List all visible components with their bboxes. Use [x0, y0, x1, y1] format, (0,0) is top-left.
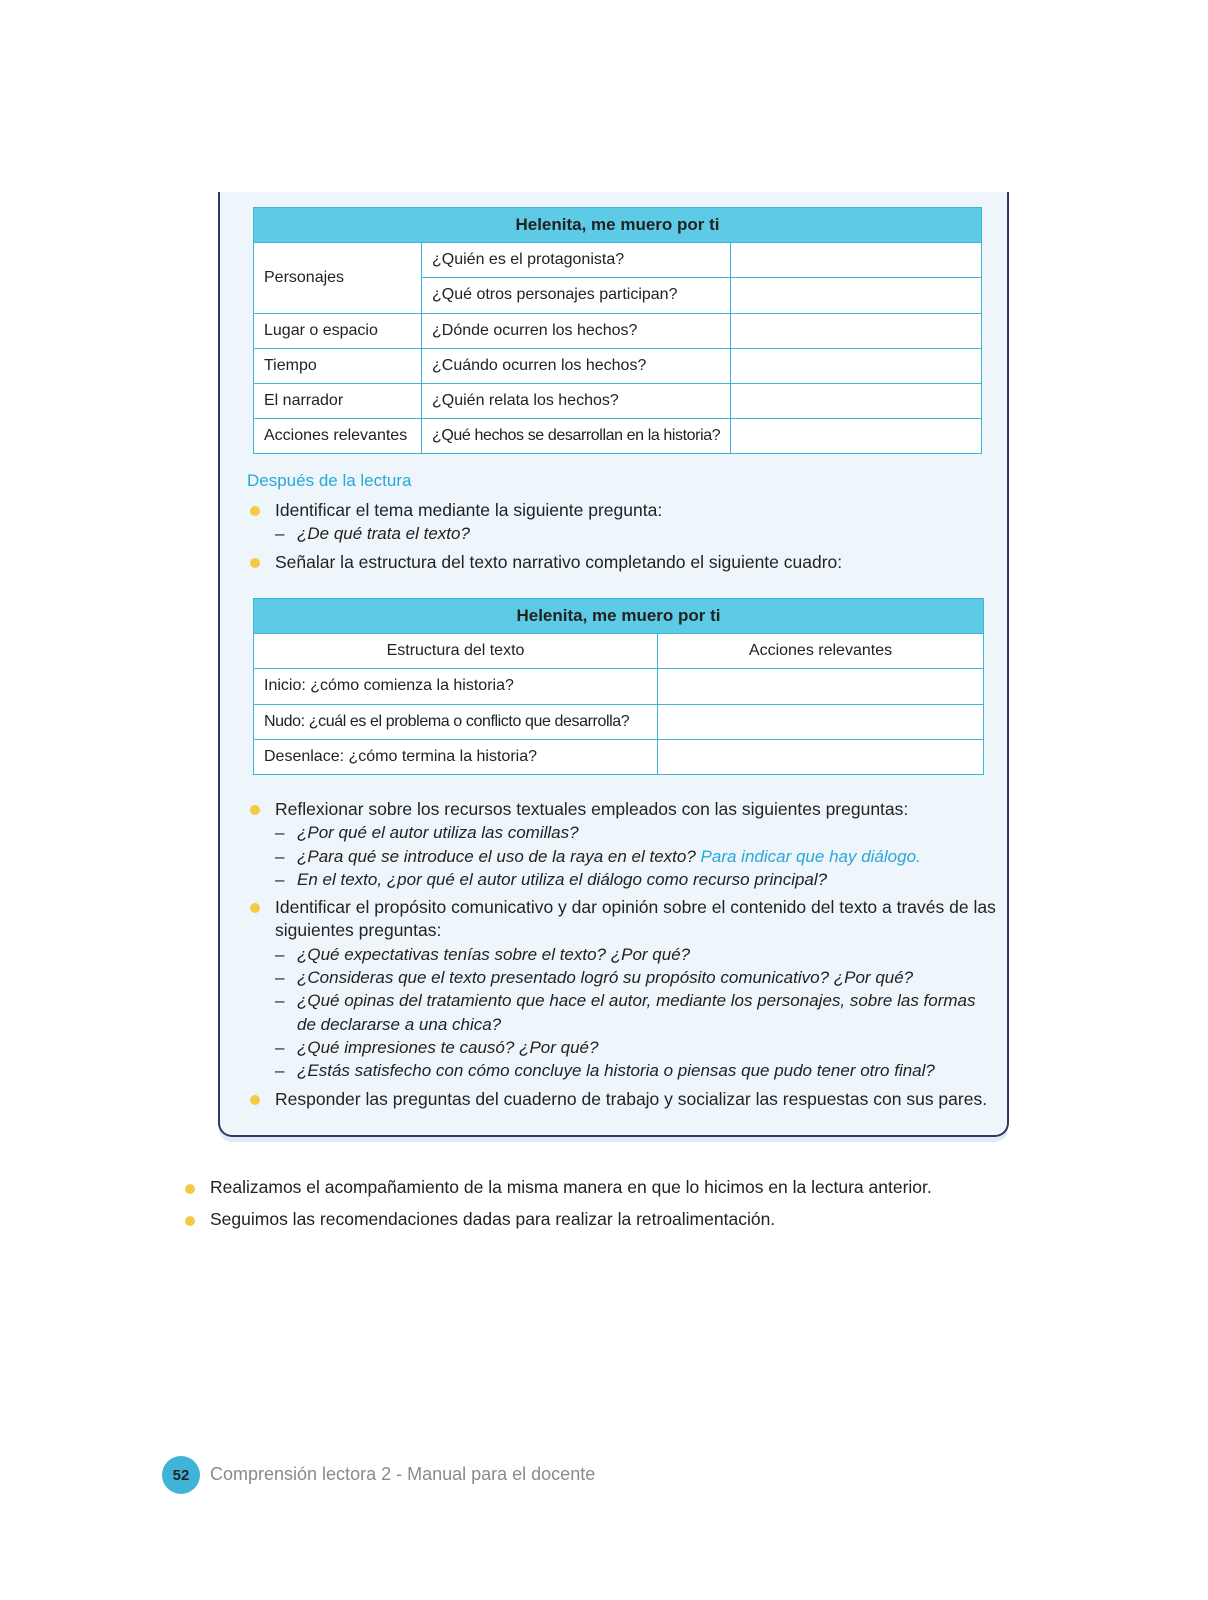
bullet-icon — [185, 1184, 195, 1194]
table-title: Helenita, me muero por ti — [254, 599, 984, 634]
sub-question: – ¿Qué impresiones te causó? ¿Por qué? — [275, 1037, 599, 1057]
answer-cell[interactable] — [731, 313, 982, 348]
sub-question-text: ¿Para qué se introduce el uso de la raya en el texto? — [297, 846, 696, 866]
bullet-icon — [250, 805, 260, 815]
sub-question: – ¿Qué opinas del tratamiento que hace el autor, mediante los personajes, sobre las formas de declararse a una chica? — [275, 991, 976, 1034]
bullet-icon — [250, 506, 260, 516]
sub-question-text: ¿Por qué el autor utiliza las comillas? — [297, 823, 579, 843]
answer-cell[interactable] — [731, 419, 982, 454]
list-item-text: Seguimos las recomendaciones dadas para realizar la retroalimentación. — [210, 1209, 776, 1229]
row-label: Lugar o espacio — [254, 313, 422, 348]
list-item-text: Realizamos el acompañamiento de la misma manera en que lo hicimos en la lectura anterior. — [210, 1177, 932, 1197]
bullet-icon — [185, 1216, 195, 1226]
bullet-icon — [250, 1095, 260, 1105]
elements-table — [253, 207, 982, 454]
sub-question: – ¿Estás satisfecho con cómo concluye la historia o piensas que pudo tener otro final? — [275, 1061, 935, 1081]
structure-table — [253, 598, 984, 775]
page-number-badge: 52 — [162, 1456, 200, 1494]
row-label: Acciones relevantes — [254, 419, 422, 454]
row-label: Desenlace: ¿cómo termina la historia? — [254, 739, 658, 774]
list-item — [247, 499, 997, 522]
row-question: ¿Cuándo ocurren los hechos? — [422, 348, 731, 383]
row-label: El narrador — [254, 383, 422, 418]
row-question: ¿Quién es el protagonista? — [422, 243, 731, 278]
list-item — [247, 798, 997, 821]
sub-question-text: ¿Estás satisfecho con cómo concluye la historia o piensas que pudo tener otro final? — [297, 1061, 935, 1081]
bullet-icon — [250, 903, 260, 913]
list-item — [182, 1177, 1002, 1198]
list-item-text: Reflexionar sobre los recursos textuales empleados con las siguientes preguntas: — [275, 799, 909, 819]
sub-question: – En el texto, ¿por qué el autor utiliza el diálogo como recurso principal? — [275, 869, 828, 889]
after-reading-list — [247, 499, 997, 574]
section-heading: Después de la lectura — [247, 471, 412, 490]
row-label: Inicio: ¿cómo comienza la historia? — [254, 669, 658, 704]
list-item — [182, 1209, 1002, 1230]
answer-cell[interactable] — [731, 348, 982, 383]
row-label: Nudo: ¿cuál es el problema o conflicto que desarrolla? — [254, 704, 658, 739]
row-label: Personajes — [254, 243, 422, 313]
column-header: Estructura del texto — [254, 634, 658, 669]
sub-question-text: ¿Qué opinas del tratamiento que hace el autor, mediante los personajes, sobre las formas de declararse a una chica? — [297, 991, 976, 1034]
row-question: ¿Qué otros personajes participan? — [422, 278, 731, 313]
answer-hint: Para indicar que hay diálogo. — [700, 846, 921, 866]
sub-question-text: ¿Qué impresiones te causó? ¿Por qué? — [297, 1037, 599, 1057]
list-item-text: Identificar el propósito comunicativo y dar opinión sobre el contenido del texto a través de las siguientes preguntas: — [275, 897, 996, 941]
list-item-text: Responder las preguntas del cuaderno de trabajo y socializar las respuestas con sus pares. — [275, 1088, 988, 1109]
outer-list — [182, 1177, 1002, 1230]
table-title: Helenita, me muero por ti — [254, 208, 982, 243]
footer-title: Comprensión lectora 2 - Manual para el docente — [210, 1464, 596, 1484]
list-item — [247, 551, 997, 574]
answer-cell[interactable] — [731, 383, 982, 418]
sub-question-text: ¿Qué expectativas tenías sobre el texto? ¿Por qué? — [297, 944, 691, 964]
bullet-icon — [250, 558, 260, 568]
sub-question-text: En el texto, ¿por qué el autor utiliza el diálogo como recurso principal? — [297, 869, 828, 889]
sub-question-text: ¿De qué trata el texto? — [297, 524, 470, 544]
sub-question: – ¿Para qué se introduce el uso de la raya en el texto? Para indicar que hay diálogo. — [275, 846, 921, 866]
column-header: Acciones relevantes — [658, 634, 984, 669]
row-label: Tiempo — [254, 348, 422, 383]
row-question: ¿Qué hechos se desarrollan en la historia? — [422, 419, 731, 454]
list-item-text: Identificar el tema mediante la siguiente pregunta: — [275, 500, 663, 520]
sub-question: – ¿Qué expectativas tenías sobre el texto? ¿Por qué? — [275, 944, 691, 964]
answer-cell[interactable] — [731, 243, 982, 278]
sub-question: – ¿Consideras que el texto presentado logró su propósito comunicativo? ¿Por qué? — [275, 968, 914, 988]
list-item — [247, 896, 997, 943]
list-item — [247, 1088, 997, 1111]
sub-question-text: ¿Consideras que el texto presentado logró su propósito comunicativo? ¿Por qué? — [297, 968, 914, 988]
reflection-list — [247, 798, 997, 1111]
answer-cell[interactable] — [731, 278, 982, 313]
answer-cell[interactable] — [658, 739, 984, 774]
sub-question: – ¿De qué trata el texto? — [275, 524, 470, 544]
sub-question: – ¿Por qué el autor utiliza las comillas? — [275, 823, 579, 843]
answer-cell[interactable] — [658, 669, 984, 704]
row-question: ¿Dónde ocurren los hechos? — [422, 313, 731, 348]
list-item-text: Señalar la estructura del texto narrativo completando el siguiente cuadro: — [275, 551, 843, 572]
row-question: ¿Quién relata los hechos? — [422, 383, 731, 418]
answer-cell[interactable] — [658, 704, 984, 739]
